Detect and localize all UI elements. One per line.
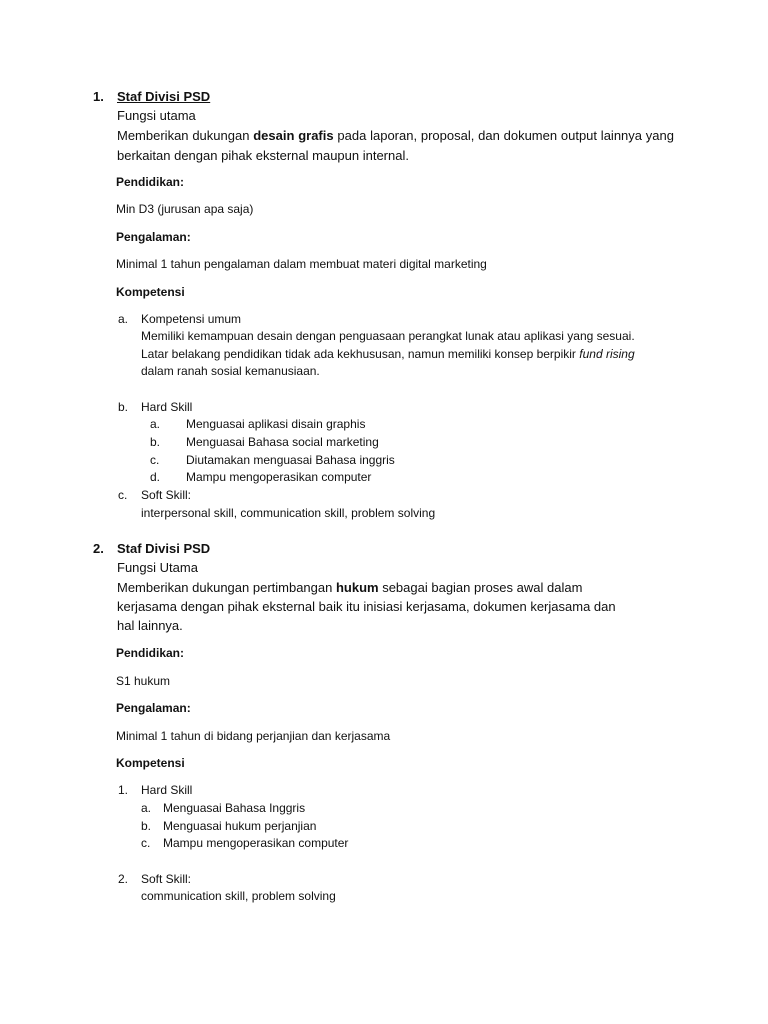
section2-education-value: S1 hukum: [116, 674, 171, 688]
section2-function-desc-post: sebagai bagian proses awal dalam: [378, 580, 583, 595]
section2-title: Staf Divisi PSD: [117, 541, 211, 556]
section2-soft-text: communication skill, problem solving: [141, 889, 336, 903]
section2-function-line1: [117, 579, 582, 597]
list-item: Menguasai Bahasa Inggris: [163, 801, 306, 815]
section1-hard-title: Hard Skill: [141, 400, 193, 414]
section2-experience-value: Minimal 1 tahun di bidang perjanjian dan kerjasama: [116, 729, 391, 743]
section1-heading: [93, 88, 210, 106]
section2-education-label: Pendidikan:: [116, 646, 185, 660]
list-item: Menguasai aplikasi disain graphis: [186, 417, 366, 431]
section1-soft-marker: c.: [118, 488, 128, 502]
section1-number: 1.: [93, 89, 104, 104]
section1-function-desc-post: pada laporan, proposal, dan dokumen output lainnya yang berkaitan dengan pihak eksternal maupun internal.: [117, 128, 674, 163]
section2-function-label: Fungsi Utama: [117, 560, 198, 575]
section1-function-label: Fungsi utama: [117, 108, 196, 123]
list-item-marker: c.: [150, 453, 160, 467]
list-item: Diutamakan menguasai Bahasa inggris: [186, 453, 395, 467]
section2-soft-marker: 2.: [118, 872, 129, 886]
list-item-marker: d.: [150, 470, 161, 484]
section1-general-line2: [141, 346, 635, 363]
section2-soft-title: Soft Skill:: [141, 872, 192, 886]
list-item: Menguasai hukum perjanjian: [163, 819, 317, 833]
section1-general-line3: dalam ranah sosial kemanusiaan.: [141, 364, 320, 378]
section1-function-desc-pre: Memberikan dukungan: [117, 128, 254, 143]
section2-function-desc-bold: hukum: [335, 580, 379, 595]
section1-education-value: Min D3 (jurusan apa saja): [116, 202, 254, 216]
section1-soft-text: interpersonal skill, communication skill, problem solving: [141, 506, 436, 520]
list-item-marker: c.: [141, 836, 151, 850]
section1-function-desc-bold: desain grafis: [253, 128, 334, 143]
section2-function-line2: kerjasama dengan pihak eksternal baik itu inisiasi kerjasama, dokumen kerjasama dan: [117, 599, 616, 614]
section1-competency-label: Kompetensi: [116, 285, 185, 299]
section1-education-label: Pendidikan:: [116, 175, 185, 189]
section2-number: 2.: [93, 541, 104, 556]
list-item-marker: a.: [141, 801, 152, 815]
list-item-marker: a.: [150, 417, 161, 431]
list-item: Menguasai Bahasa social marketing: [186, 435, 379, 449]
section1-general-title: Kompetensi umum: [141, 312, 242, 326]
list-item-marker: b.: [150, 435, 161, 449]
section2-function-line3: hal lainnya.: [117, 618, 183, 633]
section2-hard-title: Hard Skill: [141, 783, 193, 797]
section2-experience-label: Pengalaman:: [116, 701, 191, 715]
list-item-marker: b.: [141, 819, 152, 833]
section1-function-desc: [117, 126, 674, 166]
section2-heading: [93, 540, 210, 558]
section1-general-line2-text: Latar belakang pendidikan tidak ada kekhususan, namun memiliki konsep berpikir: [141, 347, 580, 361]
list-item: Mampu mengoperasikan computer: [186, 470, 372, 484]
section1-general-line2-italic: fund rising: [579, 347, 635, 361]
section1-general-marker: a.: [118, 312, 129, 326]
list-item: Mampu mengoperasikan computer: [163, 836, 349, 850]
section2-competency-label: Kompetensi: [116, 756, 185, 770]
section1-hard-marker: b.: [118, 400, 129, 414]
section1-title: Staf Divisi PSD: [117, 89, 211, 104]
section1-general-line1: Memiliki kemampuan desain dengan penguasaan perangkat lunak atau aplikasi yang sesuai.: [141, 329, 635, 343]
section2-hard-marker: 1.: [118, 783, 129, 797]
section1-experience-label: Pengalaman:: [116, 230, 191, 244]
section1-soft-title: Soft Skill:: [141, 488, 192, 502]
section2-function-desc-pre: Memberikan dukungan pertimbangan: [117, 580, 336, 595]
section1-experience-value: Minimal 1 tahun pengalaman dalam membuat materi digital marketing: [116, 257, 487, 271]
